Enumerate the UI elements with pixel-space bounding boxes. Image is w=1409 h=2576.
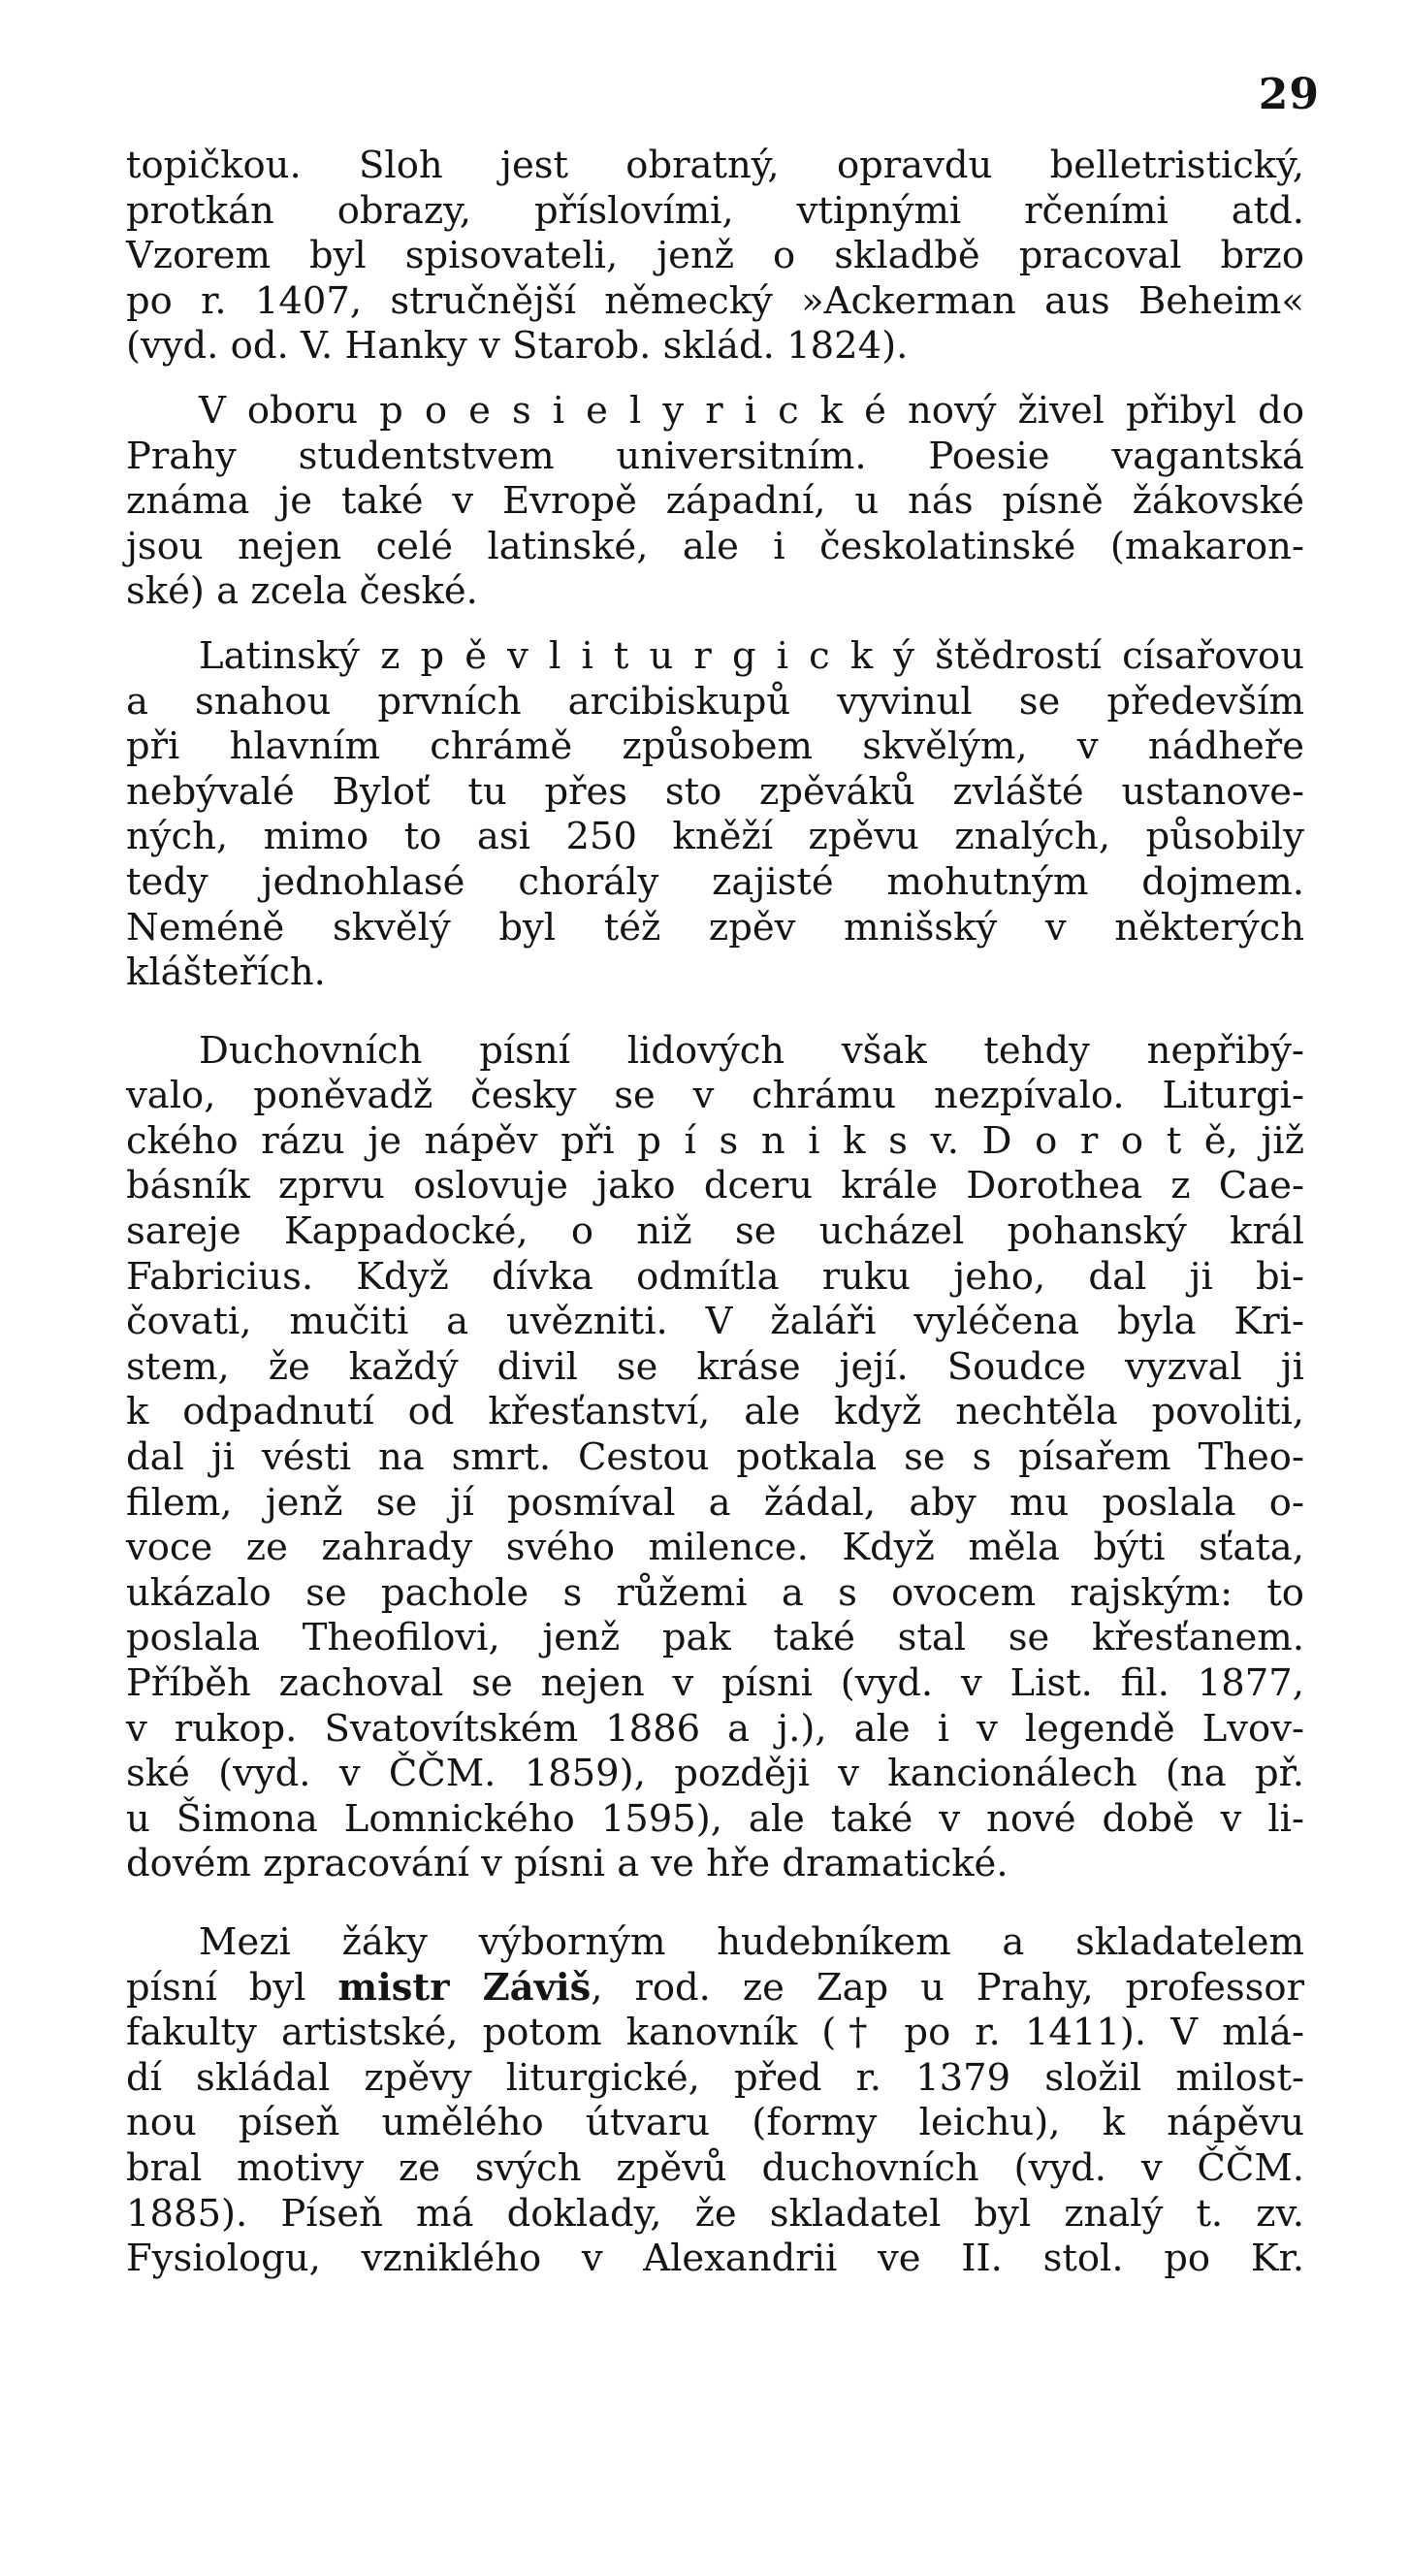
text-line: ných, mimo to asi 250 kněží zpěvu znalých, působily [126, 815, 1304, 859]
paragraph-gap [126, 615, 1304, 634]
text-line: jsou nejen celé latinské, ale i českolatinské (makaron- [126, 524, 1304, 568]
text-line: ské) a zcela české. [126, 569, 478, 614]
paragraph [126, 634, 1304, 996]
text-line: Mezi žáky výborným hudebníkem a skladatelem [199, 1919, 1304, 1964]
text-body [126, 144, 1304, 2282]
text-line: 1885). Píseň má doklady, že skladatel byl znalý t. zv. [126, 2191, 1304, 2236]
paragraph [126, 1029, 1304, 1887]
text-line: ukázalo se pachole s růžemi a s ovocem rajským: to [126, 1570, 1304, 1615]
text-line: při hlavním chrámě způsobem skvělým, v nádheře [126, 724, 1304, 769]
paragraph-gap [126, 1887, 1304, 1920]
text-line: po r. 1407, stručnější německý »Ackerman aus Beheim« [126, 278, 1304, 323]
text-line: ckého rázu je nápěv při p í s n i k s v. D o r o t ě, již [126, 1118, 1304, 1163]
text-line: stem, že každý divil se kráse její. Soudce vyzval ji [126, 1344, 1304, 1389]
text-line: klášteřích. [126, 950, 326, 995]
text-line: u Šimona Lomnického 1595), ale také v nové době v li- [126, 1796, 1304, 1841]
text-line: v rukop. Svatovítském 1886 a j.), ale i v legendě Lvov- [126, 1706, 1304, 1751]
text-line: Fysiologu, vzniklého v Alexandrii ve II. stol. po Kr. [126, 2237, 1304, 2281]
text-line: Latinský z p ě v l i t u r g i c k ý štědrostí císařovou [199, 633, 1304, 678]
text-line: známa je také v Evropě západní, u nás písně žákovské [126, 479, 1304, 524]
text-line: k odpadnutí od křesťanství, ale když nechtěla povoliti, [126, 1390, 1304, 1434]
text-line: dí skládal zpěvy liturgické, před r. 1379 složil milost- [126, 2055, 1304, 2100]
text-line: Duchovních písní lidových však tehdy nepřibý- [199, 1028, 1304, 1073]
paragraph [126, 389, 1304, 615]
text-line: tedy jednohlasé chorály zajisté mohutným dojmem. [126, 859, 1304, 904]
paragraph-gap [126, 370, 1304, 389]
text-line: Prahy studentstvem universitním. Poesie vagantská [126, 434, 1304, 478]
text-line: dovém zpracování v písni a ve hře dramatické. [126, 1842, 1009, 1886]
paragraph-gap [126, 996, 1304, 1029]
paragraph [126, 1920, 1304, 2282]
text-line: nebývalé Byloť tu přes sto zpěváků zvlášté ustanove- [126, 769, 1304, 814]
text-line: protkán obrazy, příslovími, vtipnými rčeními atd. [126, 188, 1304, 233]
paragraph [126, 144, 1304, 370]
text-line: sareje Kappadocké, o niž se ucházel pohanský král [126, 1209, 1304, 1254]
text-line: čovati, mučiti a uvězniti. V žaláři vyléčena byla Kri- [126, 1300, 1304, 1344]
text-line: Fabricius. Když dívka odmítla ruku jeho, dal ji bi- [126, 1254, 1304, 1299]
text-line: fakulty artistské, potom kanovník († po r. 1411). V mlá- [126, 2011, 1304, 2055]
text-line: nou píseň umělého útvaru (formy leichu), k nápěvu [126, 2101, 1304, 2145]
text-line: a snahou prvních arcibiskupů vyvinul se především [126, 679, 1304, 724]
text-line: (vyd. od. V. Hanky v Starob. sklád. 1824). [126, 324, 909, 369]
text-line: Neméně skvělý byl též zpěv mnišský v některých [126, 905, 1304, 950]
text-line: Vzorem byl spisovateli, jenž o skladbě pracoval brzo [126, 234, 1304, 278]
text-line: dal ji vésti na smrt. Cestou potkala se s písařem Theo- [126, 1435, 1304, 1480]
text-line: bral motivy ze svých zpěvů duchovních (vyd. v ČČM. [126, 2145, 1304, 2190]
text-line: básník zprvu oslovuje jako dceru krále Dorothea z Cae- [126, 1164, 1304, 1208]
text-line: valo, poněvadž česky se v chrámu nezpívalo. Liturgi- [126, 1074, 1304, 1118]
page-number: 29 [1258, 70, 1320, 119]
text-fragment: písní byl [126, 1965, 338, 2010]
bold-name: mistr Záviš [337, 1965, 592, 2010]
text-line: ské (vyd. v ČČM. 1859), později v kancionálech (na př. [126, 1752, 1304, 1796]
text-line: Příběh zachoval se nejen v písni (vyd. v List. fil. 1877, [126, 1661, 1304, 1705]
text-line [126, 1966, 1304, 2012]
text-fragment: , rod. ze Zap u Prahy, professor [591, 1965, 1305, 2010]
text-line: voce ze zahrady svého milence. Když měla býti sťata, [126, 1526, 1304, 1570]
text-line: V oboru p o e s i e l y r i c k é nový živel přibyl do [199, 388, 1304, 433]
text-line: poslala Theofilovi, jenž pak také stal se křesťanem. [126, 1616, 1304, 1660]
text-line: topičkou. Sloh jest obratný, opravdu belletristický, [126, 144, 1304, 187]
text-line: filem, jenž se jí posmíval a žádal, aby mu poslala o- [126, 1480, 1304, 1525]
